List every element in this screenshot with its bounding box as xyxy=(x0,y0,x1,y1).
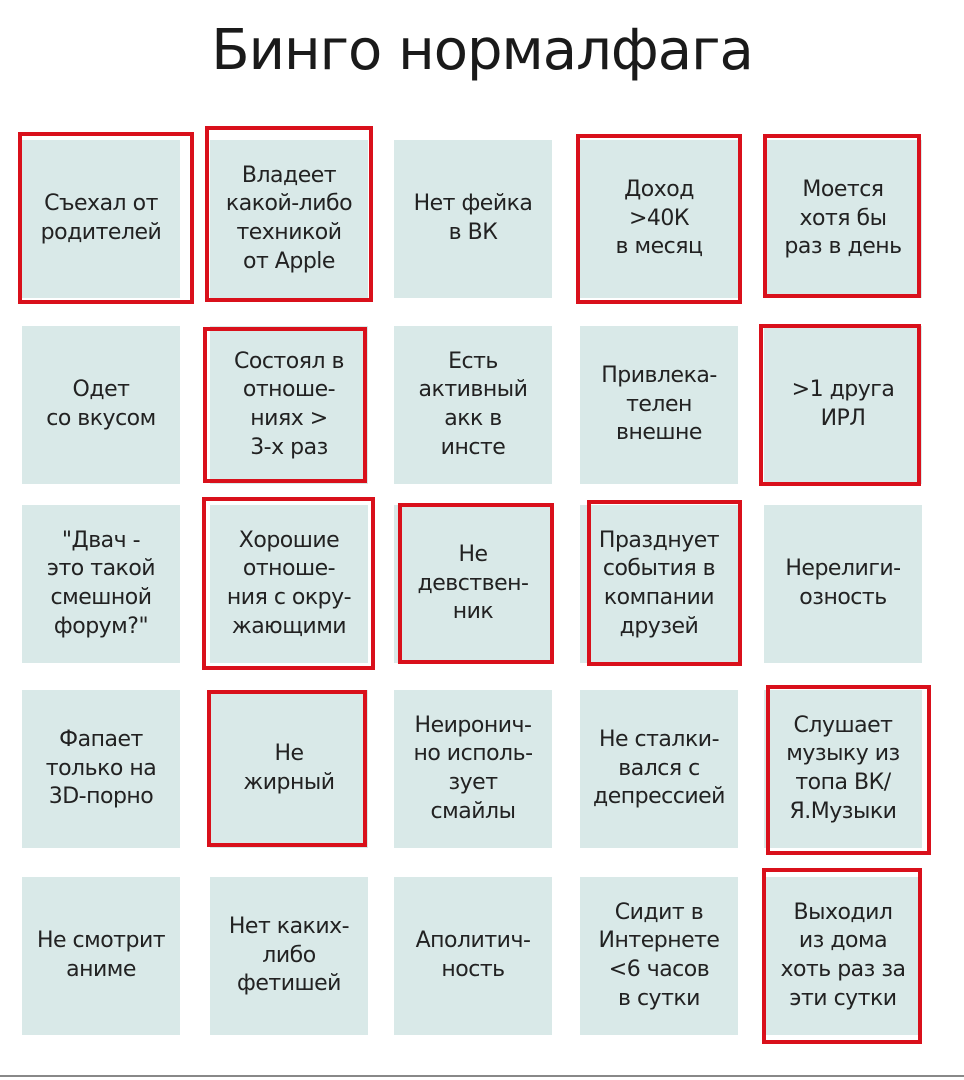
bingo-cell: Не сталки- вался с депрессией xyxy=(580,690,738,848)
bingo-cell: Есть активный акк в инсте xyxy=(394,326,552,484)
bingo-cell: Аполитич- ность xyxy=(394,877,552,1035)
bingo-cell: Неиронич- но исполь- зует смайлы xyxy=(394,690,552,848)
bingo-cell: Нет каких- либо фетишей xyxy=(210,877,368,1035)
bingo-cell: Празднует события в компании друзей xyxy=(580,505,738,663)
bingo-cell: Не смотрит аниме xyxy=(22,877,180,1035)
bingo-cell: Моется хотя бы раз в день xyxy=(764,140,922,298)
bingo-cell: Сидит в Интернете <6 часов в сутки xyxy=(580,877,738,1035)
bingo-cell: Фапает только на 3D-порно xyxy=(22,690,180,848)
bingo-cell: Хорошие отноше- ния с окру- жающими xyxy=(210,505,368,663)
bingo-cell: "Двач - это такой смешной форум?" xyxy=(22,505,180,663)
bottom-divider xyxy=(0,1075,964,1077)
bingo-cell: Владеет какой-либо техникой от Apple xyxy=(210,140,368,298)
bingo-cell: Не жирный xyxy=(210,690,368,848)
bingo-cell: Нерелиги- озность xyxy=(764,505,922,663)
bingo-cell: Доход >40К в месяц xyxy=(580,140,738,298)
bingo-cell: Слушает музыку из топа ВК/ Я.Музыки xyxy=(764,690,922,848)
page-title: Бинго нормалфага xyxy=(211,18,753,83)
bingo-cell: Одет со вкусом xyxy=(22,326,180,484)
bingo-cell: Не девствен- ник xyxy=(394,505,552,663)
bingo-cell: Выходил из дома хоть раз за эти сутки xyxy=(764,877,922,1035)
bingo-cell: Состоял в отноше- ниях > 3-х раз xyxy=(210,326,368,484)
bingo-cell: Съехал от родителей xyxy=(22,140,180,298)
bingo-cell: Привлека- телен внешне xyxy=(580,326,738,484)
bingo-cell: Нет фейка в ВК xyxy=(394,140,552,298)
bingo-cell: >1 друга ИРЛ xyxy=(764,326,922,484)
